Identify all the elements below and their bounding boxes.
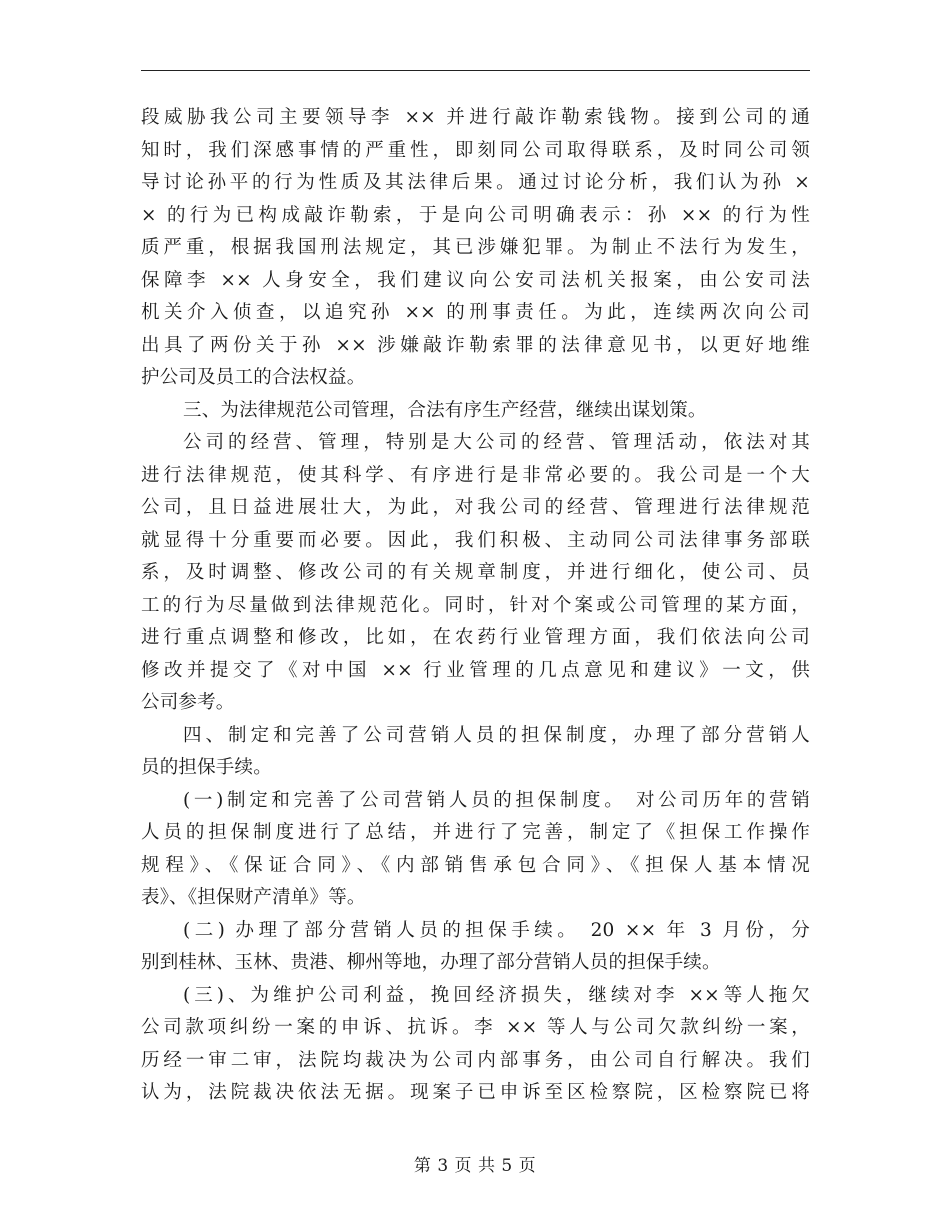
body-text-line: 知时，我们深感事情的严重性，即刻同公司取得联系，及时同公司领: [141, 139, 810, 161]
body-text-line: 公司参考。: [141, 692, 235, 713]
body-text-line: 进行重点调整和修改，比如，在农药行业管理方面，我们依法向公司: [141, 627, 810, 648]
body-text-line: 历经一审二审，法院均裁决为公司内部事务，由公司自行解决。我们: [141, 1049, 810, 1071]
body-text-line: × 的行为已构成敲诈勒索，于是向公司明确表示：孙 ×× 的行为性: [141, 204, 810, 226]
body-text-line: 机关介入侦查，以追究孙 ×× 的刑事责任。为此，连续两次向公司: [141, 302, 810, 323]
body-text-line: 导讨论孙平的行为性质及其法律后果。通过讨论分析，我们认为孙 ×: [141, 172, 810, 193]
body-text-line: 修改并提交了《对中国 ×× 行业管理的几点意见和建议》一文，供: [141, 659, 810, 681]
body-text-line: 段威胁我公司主要领导李 ×× 并进行敲诈勒索钱物。接到公司的通: [141, 107, 810, 128]
body-text-line: 公司款项纠纷一案的申诉、抗诉。李 ×× 等人与公司欠款纠纷一案，: [141, 1017, 810, 1038]
page-number-footer: 第 3 页 共 5 页: [413, 1156, 537, 1176]
body-text-line: 出具了两份关于孙 ×× 涉嫌敲诈勒索罪的法律意见书，以更好地维: [141, 334, 810, 356]
body-text-line: (三)、为维护公司利益，挽回经济损失，继续对李 ××等人拖欠: [183, 984, 810, 1006]
body-text-line: 护公司及员工的合法权益。: [141, 367, 366, 388]
body-text-line: (一)制定和完善了公司营销人员的担保制度。 对公司历年的营销: [183, 789, 810, 811]
body-text-line: 三、为法律规范公司管理，合法有序生产经营，继续出谋划策。: [183, 399, 707, 421]
body-text-line: 质严重，根据我国刑法规定，其已涉嫌犯罪。为制止不法行为发生，: [141, 237, 810, 258]
body-text-line: 进行法律规范，使其科学、有序进行是非常必要的。我公司是一个大: [141, 464, 810, 486]
body-text-line: 系，及时调整、修改公司的有关规章制度，并进行细化，使公司、员: [141, 562, 810, 583]
body-text-line: 认为，法院裁决依法无据。现案子已申诉至区检察院，区检察院已将: [141, 1082, 810, 1103]
body-text-line: 公司的经营、管理，特别是大公司的经营、管理活动，依法对其: [183, 432, 810, 453]
body-text-line: 人员的担保制度进行了总结，并进行了完善，制定了《担保工作操作: [141, 822, 810, 843]
body-text-line: 员的担保手续。: [141, 757, 272, 778]
body-text-line: 公司，且日益进展壮大，为此，对我公司的经营、管理进行法律规范: [141, 497, 810, 518]
body-text-line: 规程》、《保证合同》、《内部销售承包合同》、《担保人基本情况: [141, 854, 810, 876]
body-text-line: 工的行为尽量做到法律规范化。同时，针对个案或公司管理的某方面，: [141, 594, 810, 616]
document-body: [141, 102, 810, 1110]
header-divider: [141, 70, 810, 71]
body-text-line: 别到桂林、玉林、贵港、柳州等地，办理了部分营销人员的担保手续。: [141, 952, 721, 973]
body-text-line: (二) 办理了部分营销人员的担保手续。 20 ×× 年 3 月份，分: [183, 919, 810, 941]
body-text-line: 表》、《担保财产清单》等。: [141, 887, 366, 908]
body-text-line: 就显得十分重要而必要。因此，我们积极、主动同公司法律事务部联: [141, 529, 810, 551]
body-text-line: 保障李 ×× 人身安全，我们建议向公安司法机关报案，由公安司法: [141, 269, 810, 291]
body-text-line: 四、制定和完善了公司营销人员的担保制度，办理了部分营销人: [183, 724, 810, 746]
